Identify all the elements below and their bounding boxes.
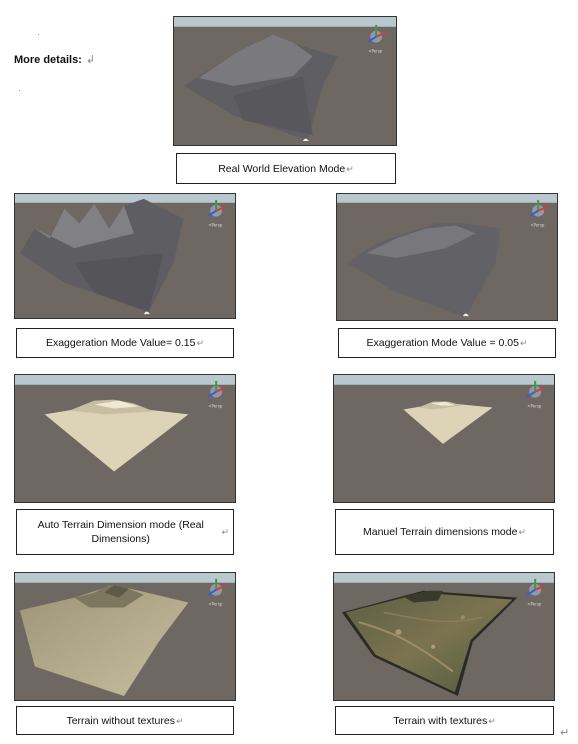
- scene-exaggeration-005: [337, 194, 557, 320]
- return-mark-icon: ↵: [221, 527, 229, 537]
- caption-exaggeration-005: [338, 328, 556, 358]
- return-mark-icon: ↵: [488, 715, 496, 726]
- figure-image-manuel-terrain: [333, 374, 555, 503]
- caption-terrain-without-textures: [16, 706, 234, 735]
- svg-text:<Persp: <Persp: [530, 222, 545, 228]
- scene-auto-terrain: [15, 375, 235, 502]
- return-mark-icon: ↵: [519, 338, 528, 348]
- scene-real-world-elevation: [174, 17, 396, 145]
- scene-exaggeration-015: [15, 194, 235, 318]
- caption-text: Exaggeration Mode Value= 0.15: [45, 337, 196, 349]
- figure-image-terrain-without-textures: [14, 572, 236, 701]
- caption-auto-terrain: [16, 509, 234, 555]
- return-mark-icon: ↵: [196, 338, 205, 348]
- caption-exaggeration-015: [16, 328, 234, 358]
- stray-mark: [19, 90, 20, 91]
- caption-text: Terrain with textures: [393, 714, 488, 727]
- svg-text:<Persp: <Persp: [208, 601, 223, 607]
- stray-mark: [38, 34, 39, 35]
- return-mark-icon: ↵: [176, 715, 184, 726]
- figure-image-real-world-elevation: [173, 16, 397, 146]
- more-details-heading: [14, 53, 95, 66]
- return-mark-icon: ↵: [346, 163, 354, 174]
- caption-manuel-terrain: [335, 509, 554, 555]
- scene-manuel-terrain: [334, 375, 554, 502]
- caption-real-world-elevation: [176, 153, 396, 184]
- return-mark-icon: ↲: [85, 54, 96, 66]
- caption-text: Terrain without textures: [66, 714, 175, 727]
- end-return-mark-icon: ↵: [560, 727, 570, 739]
- scene-terrain-with-textures: [334, 573, 554, 700]
- caption-text: Manuel Terrain dimensions mode: [362, 526, 518, 538]
- figure-image-auto-terrain: [14, 374, 236, 503]
- heading-text: More details:: [14, 54, 82, 66]
- figure-image-terrain-with-textures: [333, 572, 555, 701]
- svg-text:<Persp: <Persp: [527, 403, 542, 409]
- caption-text: Real World Elevation Mode: [218, 162, 346, 175]
- svg-text:<Persp: <Persp: [208, 222, 223, 228]
- return-mark-icon: ↵: [518, 527, 527, 537]
- svg-text:<Persp: <Persp: [527, 601, 542, 607]
- svg-text:<Persp: <Persp: [208, 403, 223, 409]
- svg-text:<Persp: <Persp: [368, 48, 383, 54]
- caption-text: Auto Terrain Dimension mode (Real Dimensions): [37, 519, 204, 545]
- figure-image-exaggeration-005: [336, 193, 558, 321]
- caption-terrain-with-textures: [335, 706, 554, 735]
- figure-image-exaggeration-015: [14, 193, 236, 319]
- caption-text: Exaggeration Mode Value = 0.05: [366, 337, 519, 349]
- scene-terrain-without-textures: [15, 573, 235, 700]
